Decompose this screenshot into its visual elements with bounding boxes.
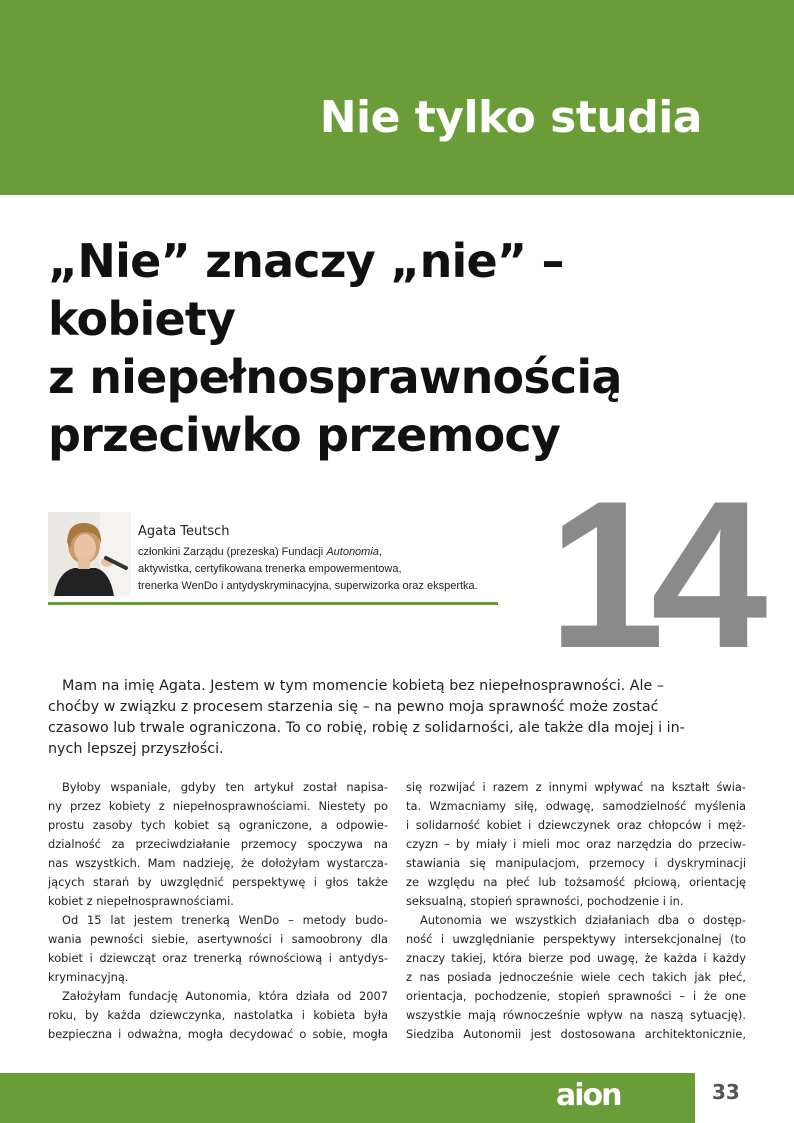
body-line: nas wszystkich. Mam nadzieję, że dołożyłam wystarcza-	[48, 856, 388, 870]
author-divider	[48, 602, 498, 605]
author-bio-line: aktywistka, certyfikowana trenerka empowermentowa,	[138, 563, 402, 575]
body-line: Siedziba Autonomii jest dostosowana architektonicznie,	[406, 1027, 746, 1041]
author-bio-text: członkini Zarządu (prezeska) Fundacji	[138, 546, 327, 558]
author-name: Agata Teutsch	[138, 524, 230, 539]
article-number: 14	[548, 457, 754, 692]
body-column-right	[406, 778, 746, 1044]
body-line: dzialność za przeciwdziałanie przemocy spoczywa na	[48, 837, 388, 851]
author-bio	[138, 544, 508, 595]
article-title-line: „Nie” znaczy „nie” –	[48, 234, 564, 288]
body-line: Byłoby wspaniale, gdyby ten artykuł został napisa-	[62, 780, 388, 794]
body-line: ny przez kobiety z niepełnosprawnościami. Niestety po	[48, 799, 388, 813]
body-line: kobiet z niepełnosprawnościami.	[48, 894, 234, 908]
section-title: Nie tylko studia	[319, 92, 702, 143]
article-title-line: z niepełnosprawnością	[48, 350, 622, 404]
author-bio-line: trenerka WenDo i antydyskryminacyjna, superwizorka oraz ekspertka.	[138, 580, 478, 592]
body-column-left	[48, 778, 388, 1044]
body-line: Od 15 lat jestem trenerką WenDo – metody budo-	[62, 913, 388, 927]
body-line: wania pewności siebie, asertywności i samoobrony dla	[48, 932, 388, 946]
body-line: ność i uwzględnianie perspektywy intersekcjonalnej (to	[406, 932, 746, 946]
body-line: ta. Wzmacniamy siłę, odwagę, samodzielność myślenia	[406, 799, 746, 813]
body-line: roku, by każda dziewczynka, nastolatka i kobieta była	[48, 1008, 388, 1022]
lead-line: nych lepszej przyszłości.	[48, 741, 224, 757]
body-line: z nas posiada jednocześnie wiele cech takich jak płeć,	[406, 970, 746, 984]
lead-line: Mam na imię Agata. Jestem w tym momencie kobietą bez niepełnosprawności. Ale –	[62, 678, 664, 694]
author-bio-italic: Autonomia	[326, 546, 379, 558]
body-line: orientacja, pochodzenie, stopień sprawności – i że one	[406, 989, 746, 1003]
body-line: i solidarność kobiet i dziewczynek oraz chłopców i męż-	[406, 818, 746, 832]
body-line: seksualną, stopień sprawności, pochodzenie i in.	[406, 894, 684, 908]
page-number: 33	[712, 1080, 740, 1104]
body-line: stawiania się manipulacjom, przemocy i dyskryminacji	[406, 856, 746, 870]
body-line: prostu zasoby tych kobiet są ograniczone, a odpowie-	[48, 818, 388, 832]
article-title	[48, 232, 768, 464]
body-line: Założyłam fundację Autonomia, która działa od 2007	[62, 989, 388, 1003]
lead-line: choćby w związku z procesem starzenia się – na pewno moja sprawność może zostać	[48, 699, 659, 715]
body-line: Autonomia we wszystkich działaniach dba o dostęp-	[420, 913, 746, 927]
author-bio-text: ,	[378, 546, 382, 558]
lead-paragraph	[48, 676, 748, 760]
body-line: bezpieczna i odważna, mogła decydować o sobie, mogła	[48, 1027, 388, 1041]
header-band	[0, 0, 794, 195]
body-line: jących starań by uwzględnić perspektywę i głos także	[48, 875, 388, 889]
body-line: kobiet i dziewcząt oraz trenerką równościową i antydys-	[48, 951, 388, 965]
body-line: kryminacyjną.	[48, 970, 129, 984]
body-line: się rozwijać i razem z innymi wpływać na kształt świa-	[406, 780, 746, 794]
body-line: znaczy takiej, która bierze pod uwagę, że każda i każdy	[406, 951, 746, 965]
lead-line: czasowo lub trwale ograniczona. To co robię, robię z solidarności, ale także dla mojej i in-	[48, 720, 685, 736]
body-line: czyzn – by miały i mieli moc oraz narzędzia do przeciw-	[406, 837, 746, 851]
article-title-line: kobiety	[48, 292, 236, 346]
author-box	[48, 512, 498, 608]
article-title-line: przeciwko przemocy	[48, 408, 561, 462]
body-line: ze względu na płeć lub tożsamość płciową, orientację	[406, 875, 746, 889]
author-portrait-image	[48, 512, 131, 596]
body-line: wszystkie mają równocześnie wpływ na naszą sytuację).	[406, 1008, 746, 1022]
aion-logo: aion	[556, 1078, 621, 1113]
